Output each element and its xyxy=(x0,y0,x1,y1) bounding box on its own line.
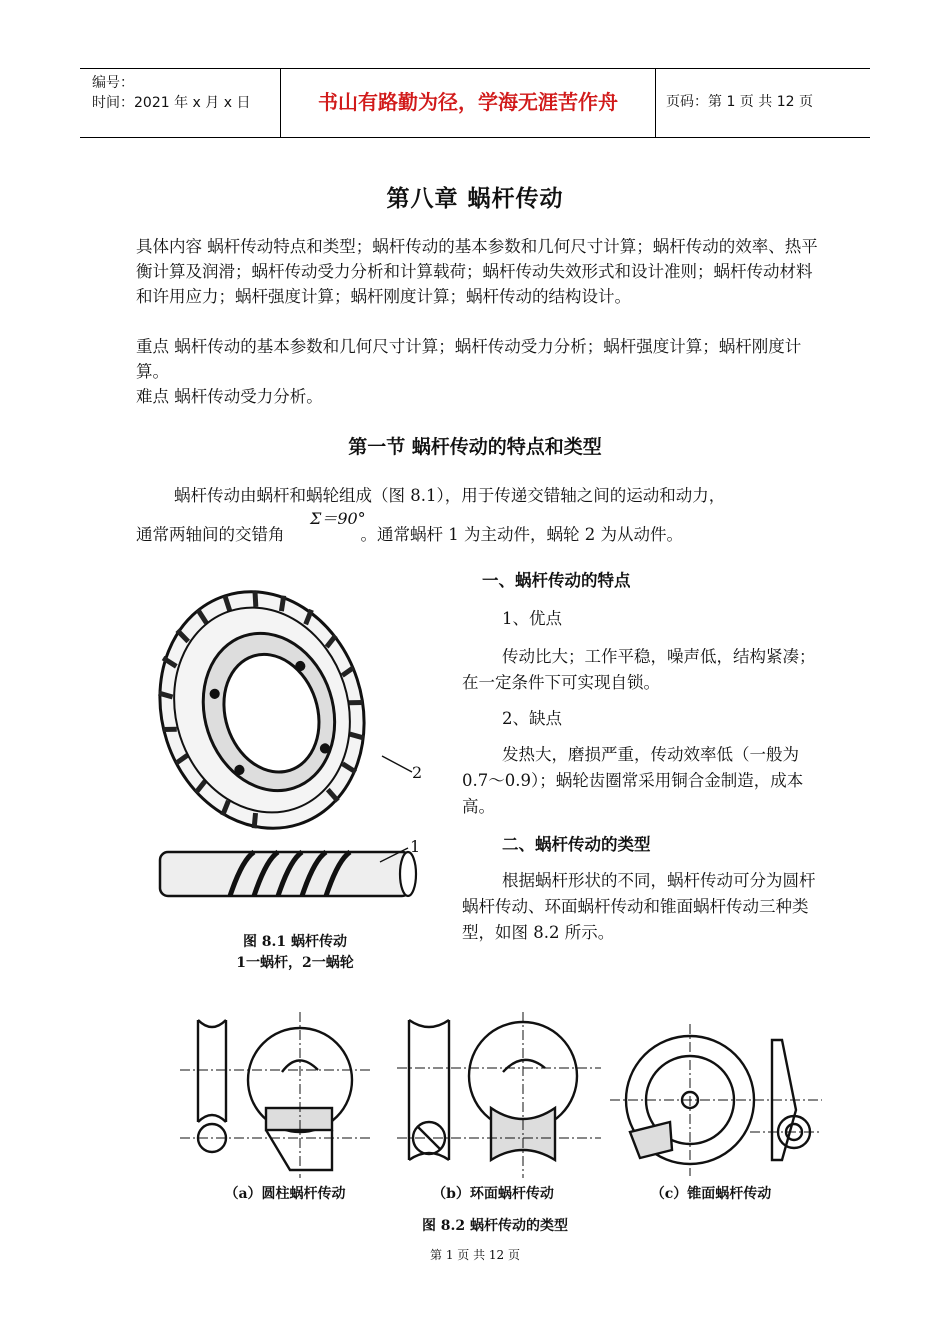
intro-key-points: 重点 蜗杆传动的基本参数和几何尺寸计算；蜗杆传动受力分析；蜗杆强度计算；蜗杆刚度计算。 xyxy=(136,337,802,381)
fig81-caption xyxy=(150,932,440,974)
page-footer: 第 1 页 共 12 页 xyxy=(430,1248,520,1262)
fig82a-drawing xyxy=(170,1010,380,1180)
section-para-line2-b: 。通常蜗杆 1 为主动件，蜗轮 2 为从动件。 xyxy=(360,525,683,544)
section-title: 第一节 蜗杆传动的特点和类型 xyxy=(348,436,602,458)
types-heading: 二、蜗杆传动的类型 xyxy=(502,835,651,854)
worm-shaft xyxy=(160,852,416,896)
intro-difficulty: 难点 蜗杆传动受力分析。 xyxy=(136,387,323,406)
fig81-caption-line2: 1一蜗杆，2一蜗轮 xyxy=(236,955,354,971)
worm-label: 1 xyxy=(410,837,421,856)
header-left-cell xyxy=(80,69,280,137)
fig82c-drawing xyxy=(600,1020,825,1180)
fig82b-caption: （b）环面蜗杆传动 xyxy=(432,1186,554,1202)
date-label: 时间：2021 年 x 月 x 日 xyxy=(92,95,251,111)
advantages-text: 传动比大；工作平稳，噪声低，结构紧凑；在一定条件下可实现自锁。 xyxy=(462,647,816,692)
disadvantages-label: 2、缺点 xyxy=(502,709,562,728)
fig82c-caption: （c）锥面蜗杆传动 xyxy=(650,1186,772,1202)
fig81-caption-line1: 图 8.1 蜗杆传动 xyxy=(242,934,348,950)
intro-content: 具体内容 蜗杆传动特点和类型；蜗杆传动的基本参数和几何尺寸计算；蜗杆传动的效率、热平衡计算及润滑；蜗杆传动受力分析和计算载荷；蜗杆传动失效形式和设计准则；蜗杆传动材料和许用应力；蜗杆强度计算；蜗杆刚度计算；蜗杆传动的结构设计。 xyxy=(136,237,818,306)
header-table xyxy=(80,68,870,138)
motto: 书山有路勤为径，学海无涯苦作舟 xyxy=(280,69,656,137)
section-para-line2-a: 通常两轴间的交错角 xyxy=(136,525,285,544)
disadvantages-text: 发热大，磨损严重，传动效率低（一般为 0.7～0.9）；蜗轮齿圈常采用铜合金制造，成本高。 xyxy=(462,745,804,816)
section-para-line1: 蜗杆传动由蜗杆和蜗轮组成（图 8.1），用于传递交错轴之间的运动和动力， xyxy=(174,486,726,505)
types-text: 根据蜗杆形状的不同，蜗杆传动可分为圆杆蜗杆传动、环面蜗杆传动和锥面蜗杆传动三种类型，如图 8.2 所示。 xyxy=(462,871,816,942)
number-label: 编号： xyxy=(92,75,134,91)
chapter-title: 第八章 蜗杆传动 xyxy=(386,185,564,212)
features-heading: 一、蜗杆传动的特点 xyxy=(482,571,631,590)
wheel-teeth xyxy=(150,590,394,855)
sigma-formula: Σ＝90° xyxy=(310,509,366,528)
advantages-label: 1、优点 xyxy=(502,609,562,628)
page-info: 页码：第 1 页 共 12 页 xyxy=(666,94,813,110)
wheel-label: 2 xyxy=(412,763,423,782)
section-para-line2 xyxy=(136,522,820,547)
worm-gear-figure xyxy=(150,590,440,920)
fig82-caption: 图 8.2 蜗杆传动的类型 xyxy=(421,1218,569,1234)
fig82b-drawing xyxy=(395,1010,605,1180)
fig82a-caption: （a）圆柱蜗杆传动 xyxy=(224,1186,346,1202)
